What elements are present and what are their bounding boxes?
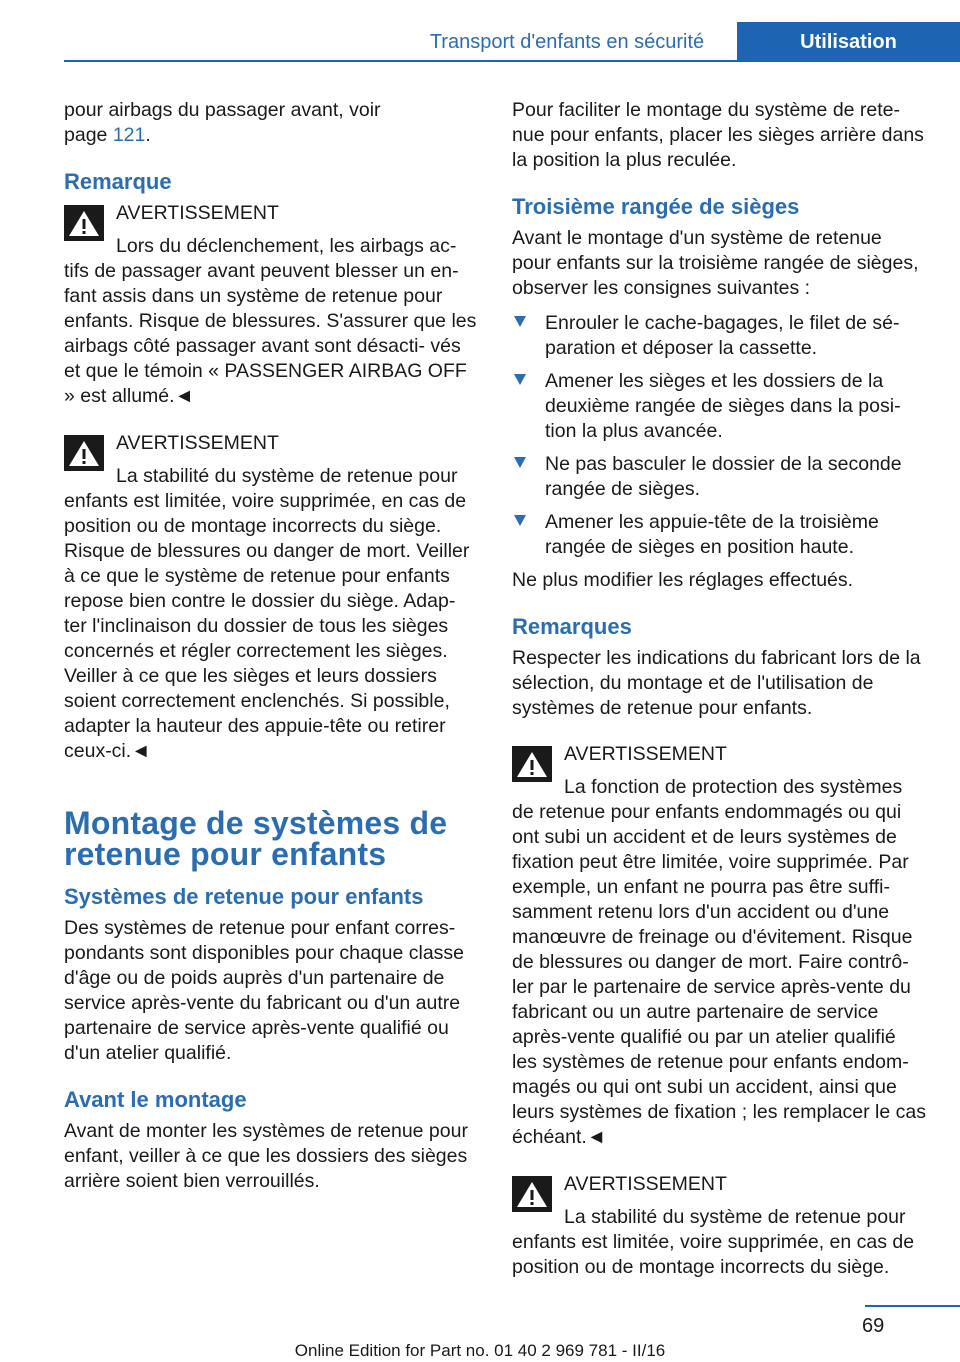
warning-text-first-line: Lors du déclenchement, les airbags ac‐ [116, 235, 457, 257]
warning-title: AVERTISSEMENT [564, 743, 727, 765]
edition-footer: Online Edition for Part no. 01 40 2 969 781 - II/16 [294, 1341, 666, 1360]
no-change-paragraph: Ne plus modifier les réglages effectués. [512, 569, 854, 591]
bullet-triangle-icon [514, 515, 526, 526]
warning-block-1 [64, 201, 482, 409]
header-chapter-tab: Utilisation [737, 22, 960, 62]
warning-triangle-icon [64, 205, 104, 241]
warning-block-2 [64, 431, 482, 764]
warning-text: enfants est limitée, voire supprimée, en cas de position ou de montage incorrects du siège. [512, 1231, 915, 1278]
bullet-triangle-icon [514, 374, 526, 385]
warning-text-first-line: La stabilité du système de retenue pour [116, 465, 458, 487]
warning-title: AVERTISSEMENT [116, 432, 279, 454]
list-item [512, 452, 926, 502]
intro-paragraph [64, 98, 482, 148]
bullet-triangle-icon [514, 457, 526, 468]
list-item [512, 510, 926, 560]
warning-triangle-icon [64, 435, 104, 471]
subheading-third-row: Troisième rangée de sièges [512, 194, 800, 219]
header-rule [64, 60, 960, 62]
page-link-121[interactable]: 121 [112, 124, 146, 146]
list-item [512, 311, 926, 361]
list-item-text: Amener les appuie-tête de la troisième rangée de sièges en position haute. [545, 511, 879, 558]
section-heading-mounting: Montage de systèmes de retenue pour enfants [64, 805, 448, 872]
intro-line: pour airbags du passager avant, voir [64, 99, 381, 121]
warning-text: enfants est limitée, voire supprimée, en cas de position ou de montage incorrects du siège. Risque de blessures ou danger de mort. Veiller à ce que le système de retenue pour enfants repose bien contre le dossier du siège. Adap‐ ter l'inclinaison du dossier de tous les sièges concernés et régler correctement les sièges. Veiller à ce que les sièges et leurs dossiers soient correctement enclenchés. Si possible, adapter la hauteur des appuie-tête ou retirer ceux-ci.◄ [64, 490, 470, 762]
page-number: 69 [862, 1315, 885, 1337]
right-column [512, 98, 926, 1302]
before-mounting-paragraph: Avant de monter les systèmes de retenue pour enfant, veiller à ce que les dossiers des sièges arrière soient bien verrouillés. [64, 1120, 468, 1192]
steps-list [512, 311, 926, 560]
remarks-paragraph: Respecter les indications du fabricant lors de la sélection, du montage et de l'utilisation de systèmes de retenue pour enfants. [512, 647, 921, 719]
warning-text-first-line: La fonction de protection des systèmes [564, 776, 903, 798]
warning-text: de retenue pour enfants endommagés ou qui ont subi un accident et de leurs systèmes de fixation peut être limitée, voire supprimée. Par exemple, un enfant ne pourra pas être suffi‐ samment retenu lors d'un accident ou d'une manœuvre de freinage ou d'évitement. Risque de blessures ou danger de mort. Faire contrô‐ ler par le partenaire de service après-vente du fabricant ou un autre partenaire de service après-vente qualifié ou par un atelier qualifié les systèmes de retenue pour enfants endom‐ magés ou qui ont subi un accident, ainsi que leurs systèmes de fixation ; les remplacer le cas échéant.◄ [512, 801, 926, 1148]
left-column [64, 98, 482, 1194]
warning-text-first-line: La stabilité du système de retenue pour [564, 1206, 906, 1228]
list-item-text: Amener les sièges et les dossiers de la deuxième rangée de sièges dans la posi‐ tion la plus avancée. [545, 370, 901, 442]
intro-page-prefix: page [64, 124, 113, 146]
page-header [0, 0, 960, 62]
list-item-text: Enrouler le cache-bagages, le filet de sé‐ paration et déposer la cassette. [545, 312, 900, 359]
child-restraint-paragraph: Des systèmes de retenue pour enfant corres‐ pondants sont disponibles pour chaque classe d'âge ou de poids auprès d'un partenaire de service après-vente du fabricant ou d'un autre partenaire de service après-vente qualifié ou d'un atelier qualifié. [64, 917, 465, 1064]
right-intro-paragraph: Pour faciliter le montage du système de rete‐ nue pour enfants, placer les sièges arrière dans la position la plus reculée. [512, 99, 924, 171]
warning-text: tifs de passager avant peuvent blesser un en‐ fant assis dans un système de retenue pour enfants. Risque de blessures. S'assurer que les airbags côté passager avant sont désacti‐ vés et que le témoin « PASSENGER AIRBAG OFF » est allumé.◄ [64, 260, 477, 407]
list-item [512, 369, 926, 444]
warning-title: AVERTISSEMENT [564, 1173, 727, 1195]
warning-title: AVERTISSEMENT [116, 202, 279, 224]
warning-triangle-icon [512, 1176, 552, 1212]
subheading-child-restraint-systems: Systèmes de retenue pour enfants [64, 884, 424, 909]
subheading-before-mounting: Avant le montage [64, 1087, 247, 1112]
intro-page-suffix: . [145, 124, 151, 146]
third-row-paragraph: Avant le montage d'un système de retenue pour enfants sur la troisième rangée de sièges, observer les consignes suivantes : [512, 227, 919, 299]
warning-block-3 [512, 742, 926, 1150]
subheading-remarks: Remarques [512, 614, 632, 639]
bullet-triangle-icon [514, 316, 526, 327]
warning-triangle-icon [512, 746, 552, 782]
footer-rule [865, 1305, 960, 1307]
warning-block-4 [512, 1172, 926, 1280]
list-item-text: Ne pas basculer le dossier de la seconde rangée de sièges. [545, 453, 902, 500]
remark-heading: Remarque [64, 169, 172, 194]
header-section-title: Transport d'enfants en sécurité [429, 31, 705, 53]
